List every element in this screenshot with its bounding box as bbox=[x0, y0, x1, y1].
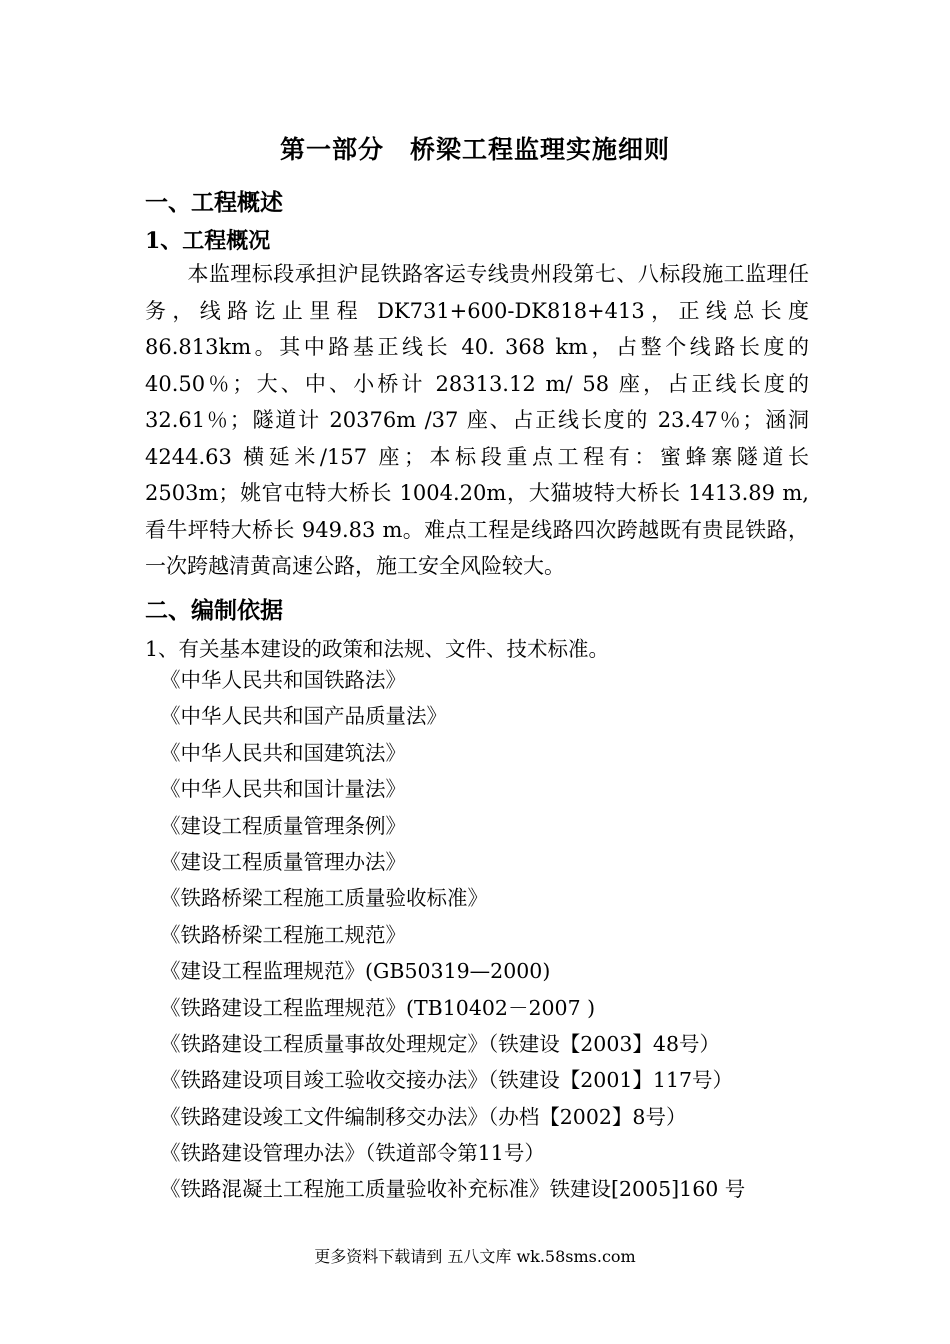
reference-item: 《铁路建设项目竣工验收交接办法》（铁建设【2001】117号） bbox=[160, 1068, 734, 1093]
subsection-heading-project-overview: 1、工程概况 bbox=[145, 228, 271, 254]
reference-item: 《铁路桥梁工程施工规范》 bbox=[160, 922, 406, 947]
project-overview-text: 本监理标段承担沪昆铁路客运专线贵州段第七、八标段施工监理任务，线路讫止里程 DK731+600-DK818+413，正线总长度 86.813km。其中路基正线长 40. 368 km，占整个线路长度的 40.50％；大、中、小桥计 28313.12 m/ 58 座，占正线长度的 32.61％；隧道计 20376m /37 座、占正线长度的 23.47％；涵洞 4244.63 横延米/157 座；本标段重点工程有：蜜蜂寨隧道长 2503m；姚官屯特大桥长 1004.20m，大猫坡特大桥长 1413.89 m, 看牛坪特大桥长 949.83 m。难点工程是线路四次跨越既有贵昆铁路，一次跨越清黄高速公路，施工安全风险较大。 bbox=[145, 262, 809, 578]
reference-item: 《中华人民共和国铁路法》 bbox=[160, 668, 406, 692]
section-heading-overview: 一、工程概述 bbox=[145, 189, 283, 216]
page-footer: 更多资料下载请到 五八文库 wk.58sms.com bbox=[314, 1247, 636, 1266]
reference-item: 《建设工程质量管理办法》 bbox=[160, 849, 406, 874]
reference-item: 《铁路建设工程质量事故处理规定》（铁建设【2003】48号） bbox=[160, 1031, 721, 1056]
document-title: 第一部分 桥梁工程监理实施细则 bbox=[279, 135, 670, 164]
reference-item: 《铁路桥梁工程施工质量验收标准》 bbox=[160, 886, 488, 911]
reference-item: 《中华人民共和国建筑法》 bbox=[160, 740, 406, 765]
section-heading-basis: 二、编制依据 bbox=[145, 597, 283, 624]
reference-item: 《铁路建设竣工文件编制移交办法》（办档【2002】8号） bbox=[160, 1104, 687, 1129]
reference-item: 《中华人民共和国产品质量法》 bbox=[160, 704, 447, 729]
reference-item: 《建设工程监理规范》(GB50319—2000) bbox=[160, 959, 551, 984]
project-overview-paragraph bbox=[145, 256, 809, 585]
basis-item-1: 1、有关基本建设的政策和法规、文件、技术标准。 bbox=[145, 637, 610, 661]
reference-item: 《中华人民共和国计量法》 bbox=[160, 777, 406, 802]
reference-list bbox=[160, 662, 745, 1208]
reference-item: 《铁路混凝土工程施工质量验收补充标准》铁建设[2005]160 号 bbox=[160, 1177, 746, 1202]
reference-item: 《建设工程质量管理条例》 bbox=[160, 813, 406, 838]
reference-item: 《铁路建设管理办法》（铁道部令第11号） bbox=[160, 1141, 545, 1166]
reference-item: 《铁路建设工程监理规范》(TB10402－2007 ) bbox=[160, 995, 596, 1020]
